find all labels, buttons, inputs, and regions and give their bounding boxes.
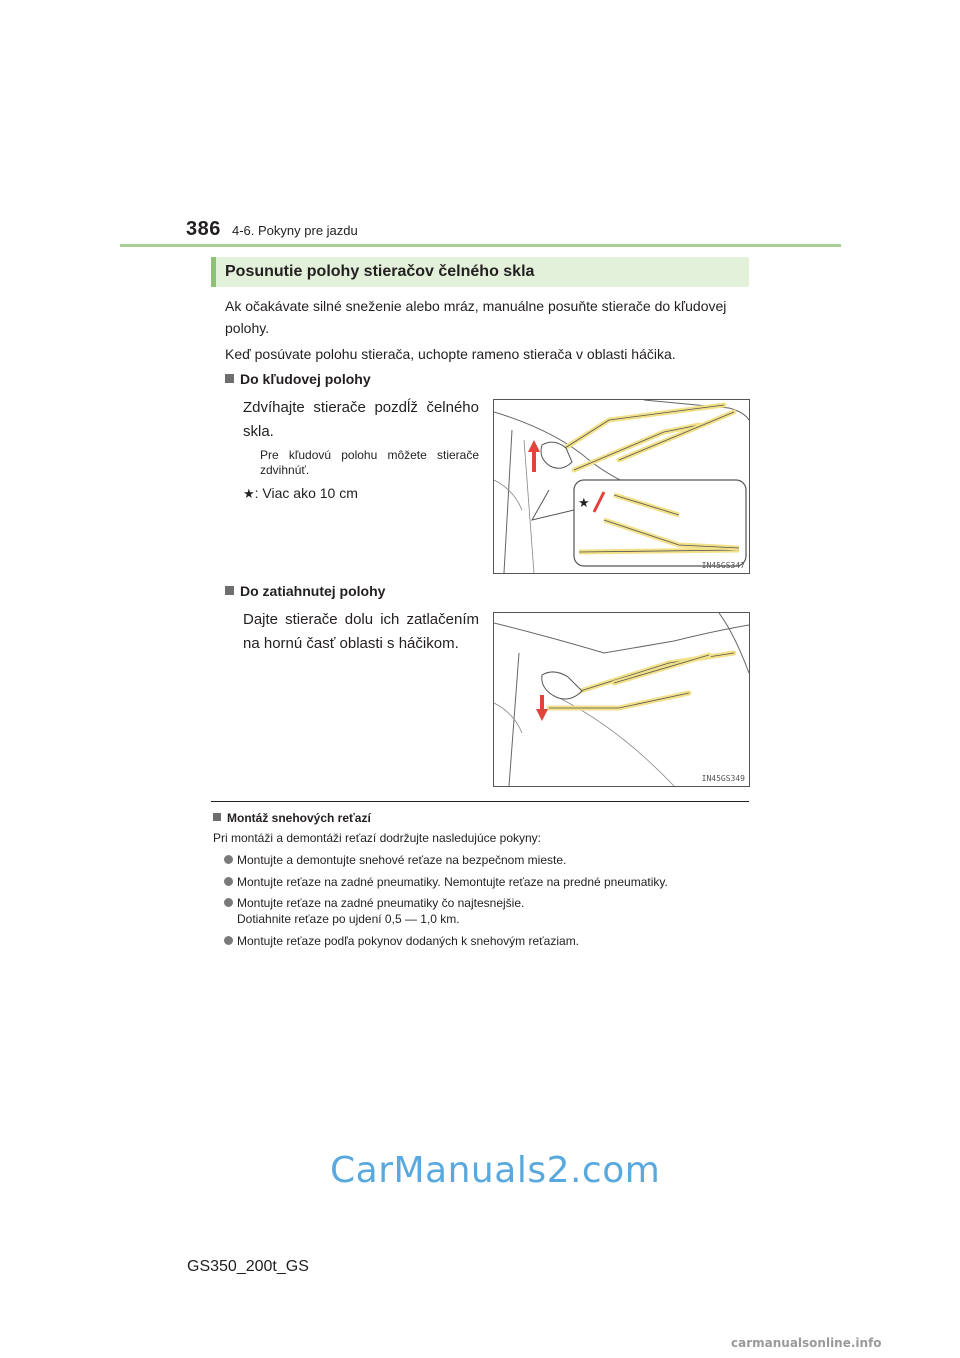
chains-bullet-text: Montujte reťaze na zadné pneumatiky čo najtesnejšie. [237, 896, 525, 910]
chains-bullet-text: Montujte a demontujte snehové reťaze na bezpečnom mieste. [237, 853, 567, 867]
chains-bullet-3 [224, 895, 524, 911]
footer-model-code: GS350_200t_GS [187, 1258, 309, 1275]
retract-position-text: Dajte stierače dolu ich zatlačením na hornú časť oblasti s háčikom. [243, 611, 479, 652]
wiper-illustration-rest [494, 400, 749, 573]
square-bullet-icon [225, 586, 234, 595]
round-bullet-icon [224, 855, 233, 864]
retract-position-heading [225, 583, 385, 599]
figure-code-1: IN45GS347 [701, 561, 745, 570]
red-arrow-icon [528, 440, 540, 452]
retract-heading-text: Do zatiahnutej polohy [240, 583, 386, 599]
chains-heading-text: Montáž snehových reťazí [227, 811, 371, 825]
section-divider [211, 801, 749, 802]
intro-line-1: Ak očakávate silné sneženie alebo mráz, manuálne posuňte stierače do kľudovej [225, 298, 727, 314]
round-bullet-icon [224, 877, 233, 886]
red-arrow-down-icon [536, 709, 548, 721]
chains-bullet-2 [224, 874, 668, 890]
rest-heading-text: Do kľudovej polohy [240, 371, 371, 387]
star-icon: ★ [243, 486, 255, 501]
chains-bullet-4 [224, 933, 579, 949]
section-path: 4-6. Pokyny pre jazdu [232, 223, 358, 238]
intro-paragraph-2: Keď posúvate polohu stierača, uchopte rameno stierača v oblasti háčika. [225, 346, 676, 362]
figure-star-icon: ★ [578, 496, 590, 511]
intro-line-2: polohy. [225, 320, 270, 336]
watermark-logo: CarManuals2.com [330, 1150, 661, 1191]
chains-bullet-1 [224, 852, 566, 868]
figure-retract-position [493, 612, 750, 787]
chains-bullet-3-line-2: Dotiahnite reťaze po ujdení 0,5 — 1,0 km. [237, 912, 460, 926]
figure-rest-position [493, 399, 750, 574]
round-bullet-icon [224, 936, 233, 945]
rest-position-text: Zdvíhajte stierače pozdĺž čelného skla. [243, 399, 479, 440]
star-legend-text: : Viac ako 10 cm [254, 485, 358, 501]
square-bullet-icon [225, 374, 234, 383]
star-legend [243, 485, 358, 502]
section-title: Posunutie polohy stieračov čelného skla [225, 263, 535, 280]
square-bullet-icon [213, 813, 221, 821]
round-bullet-icon [224, 898, 233, 907]
chains-bullet-text: Montujte reťaze na zadné pneumatiky. Nemontujte reťaze na predné pneumatiky. [237, 875, 668, 889]
chains-intro: Pri montáži a demontáži reťazí dodržujte nasledujúce pokyny: [213, 831, 542, 845]
page-number: 386 [186, 218, 221, 240]
chains-heading [213, 810, 371, 826]
rest-position-heading [225, 371, 371, 387]
watermark-small: carmanualsonline.info [731, 1336, 882, 1350]
chains-bullet-text: Montujte reťaze podľa pokynov dodaných k snehovým reťaziam. [237, 934, 580, 948]
wiper-illustration-retract [494, 613, 749, 786]
rest-position-note: Pre kľudovú polohu môžete stierače zdvihnúť. [260, 448, 479, 477]
figure-code-2: IN45GS349 [701, 774, 745, 783]
header-rule [120, 244, 841, 247]
